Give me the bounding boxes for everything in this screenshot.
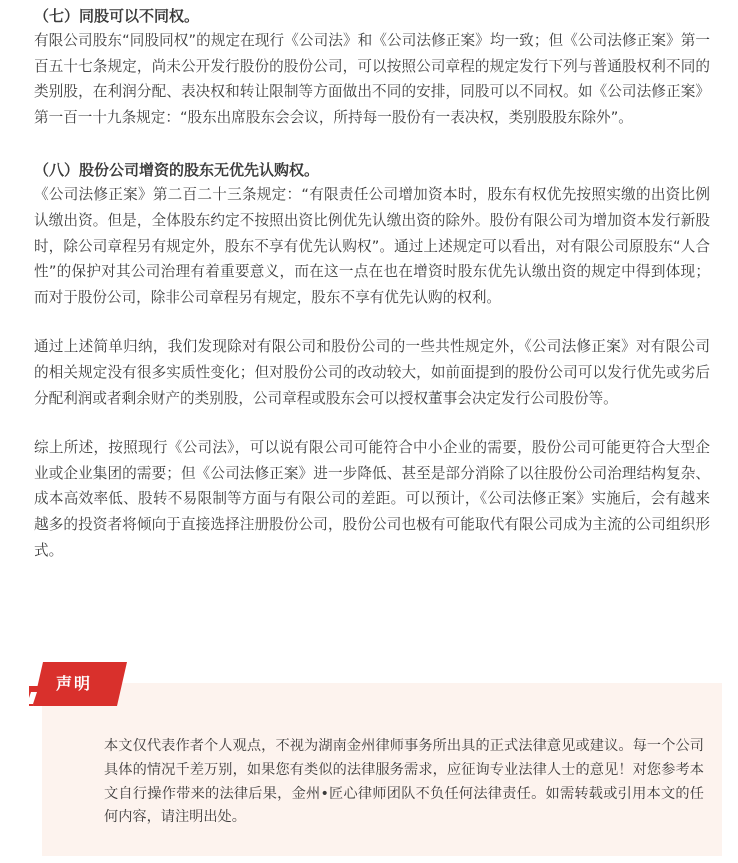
section-body-8: 《公司法修正案》第二百二十三条规定：“有限责任公司增加资本时，股东有权优先按照实缴的出资比例认缴出资。但是，全体股东约定不按照出资比例优先认缴出资的除外。股份有限公司为增加资本发行新股时，除公司章程另有规定外，股东不享有优先认购权”。通过上述规定可以看出，对有限公司原股东“人合性”的保护对其公司治理有着重要意义，而在这一点在也在增资时股东优先认缴出资的规定中得到体现；而对于股份公司，除非公司章程另有规定，股东不享有优先认购的权利。 xyxy=(34,186,710,306)
disclaimer-label: 声明 xyxy=(55,674,92,693)
section-body-7: 有限公司股东“同股同权”的规定在现行《公司法》和《公司法修正案》均一致；但《公司法修正案》第一百五十七条规定，尚未公开发行股份的股份公司，可以按照公司章程的规定发行下列与普通股权利不同的类别股，在利润分配、表决权和转让限制等方面做出不同的安排，同股可以不同权。如《公司法修正案》第一百一十九条规定：“股东出席股东会会议，所持每一股份有一表决权，类别股股东除外”。 xyxy=(34,32,710,126)
conclusion-paragraph: 综上所述，按照现行《公司法》，可以说有限公司可能符合中小企业的需要，股份公司可能更符合大型企业或企业集团的需要；但《公司法修正案》进一步降低、甚至是部分消除了以往股份公司治理结构复杂、成本高效率低、股转不易限制等方面与有限公司的差距。可以预计，《公司法修正案》实施后，会有越来越多的投资者将倾向于直接选择注册股份公司，股份公司也极有可能取代有限公司成为主流的公司组织形式。 xyxy=(34,439,710,559)
spacer xyxy=(34,310,710,334)
article-body xyxy=(34,0,710,563)
disclaimer-text: 本文仅代表作者个人观点，不视为湖南金州律师事务所出具的正式法律意见或建议。每一个公司具体的情况千差万别，如果您有类似的法律服务需求，应征询专业法律人士的意见！对您参考本文自行操作带来的法律后果，金州•匠心律师团队不负任何法律责任。如需转载或引用本文的任何内容，请注明出处。 xyxy=(104,738,704,826)
spacer xyxy=(34,411,710,435)
section-heading-8: （八）股份公司增资的股东无优先认购权。 xyxy=(34,161,320,180)
spacer xyxy=(34,130,710,154)
section-heading-7: （七）同股可以不同权。 xyxy=(34,7,200,25)
summary-paragraph: 通过上述简单归纳，我们发现除对有限公司和股份公司的一些共性规定外，《公司法修正案》对有限公司的相关规定没有很多实质性变化；但对股份公司的改动较大，如前面提到的股份公司可以发行优先或劣后分配利润或者剩余财产的类别股，公司章程或股东会可以授权董事会决定发行公司股份等。 xyxy=(34,338,710,407)
